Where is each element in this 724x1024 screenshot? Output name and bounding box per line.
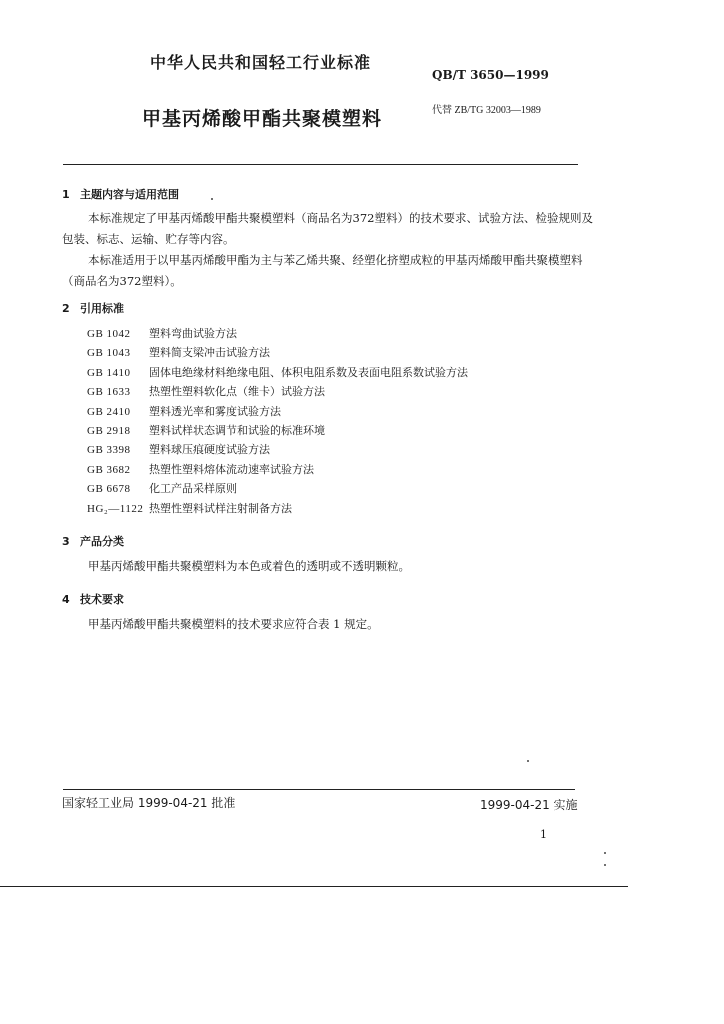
reference-item [87,460,468,479]
implementation-date: 1999-04-21 实施 [480,798,578,812]
reference-item [87,402,468,421]
reference-code: GB 1042 [87,328,131,340]
reference-item [87,499,468,518]
reference-title: 塑料透光率和雾度试验方法 [149,404,281,418]
section-number: 3 [62,535,70,548]
reference-item [87,343,468,362]
reference-code: GB 2918 [87,424,131,437]
reference-title: 热塑性塑料熔体流动速率试验方法 [149,462,314,476]
reference-item [87,479,468,498]
scan-speck [211,198,213,200]
reference-item [87,363,468,382]
footer-divider [63,789,575,790]
scan-speck [527,760,529,762]
scan-speck [604,864,606,866]
replaces-standard: 代替 ZB/TG 32003—1989 [432,105,541,116]
paragraph-text: 本标准规定了甲基丙烯酸甲酯共聚模塑料（商品名为372塑料）的技术要求、试验方法、检验规则及包装、标志、运输、贮存等内容。 [62,211,593,246]
reference-code: GB 1633 [87,386,131,399]
section-number: 4 [62,593,70,606]
reference-code: HG₂—1122 [87,502,144,515]
reference-title: 化工产品采样原则 [149,482,237,496]
reference-item [87,382,468,401]
reference-title: 热塑性塑料试样注射制备方法 [149,501,292,515]
paragraph-text: 本标准适用于以甲基丙烯酸甲酯为主与苯乙烯共聚、经塑化挤塑成粒的甲基丙烯酸甲酯共聚模塑料（商品名为372塑料）。 [62,253,583,288]
reference-title: 塑料球压痕硬度试验方法 [149,443,270,457]
reference-title: 塑料弯曲试验方法 [149,327,237,340]
issuing-organization: 中华人民共和国轻工行业标准 [150,53,372,72]
reference-code: GB 6678 [87,483,131,496]
section-title: 产品分类 [80,535,124,548]
section-1-paragraph-2 [62,250,602,292]
reference-item [87,421,468,440]
section-title: 引用标准 [80,302,124,315]
page-number: 1 [540,828,547,841]
section-title: 技术要求 [80,593,124,606]
section-3-heading [62,533,124,549]
reference-title: 塑料试样状态调节和试验的标准环境 [149,423,325,437]
reference-item [87,324,468,343]
section-4-text: 甲基丙烯酸甲酯共聚模塑料的技术要求应符合表 1 规定。 [88,617,379,631]
reference-code: GB 2410 [87,405,131,418]
reference-code: GB 1043 [87,347,131,360]
reference-item [87,440,468,459]
section-number: 2 [62,302,70,315]
section-title: 主题内容与适用范围 [80,188,179,201]
section-number: 1 [62,188,70,201]
header-divider [63,164,578,165]
document-title: 甲基丙烯酸甲酯共聚模塑料 [142,108,383,130]
page-bottom-rule [0,886,628,887]
reference-title: 塑料简支梁冲击试验方法 [149,346,270,360]
standard-code: QB/T 3650—1999 [432,68,549,82]
section-2-heading [62,300,124,316]
section-1-heading [62,186,179,202]
reference-title: 热塑性塑料软化点（维卡）试验方法 [149,385,325,399]
reference-title: 固体电绝缘材料绝缘电阻、体积电阻系数及表面电阻系数试验方法 [149,365,468,379]
reference-list [87,324,468,518]
section-4-heading [62,591,124,607]
scan-speck [604,852,606,854]
approval-statement: 国家轻工业局 1999-04-21 批准 [62,796,236,810]
section-3-text: 甲基丙烯酸甲酯共聚模塑料为本色或着色的透明或不透明颗粒。 [88,559,410,573]
reference-code: GB 3398 [87,444,131,457]
reference-code: GB 3682 [87,463,131,476]
section-1-paragraph-1 [62,208,602,250]
reference-code: GB 1410 [87,366,131,379]
